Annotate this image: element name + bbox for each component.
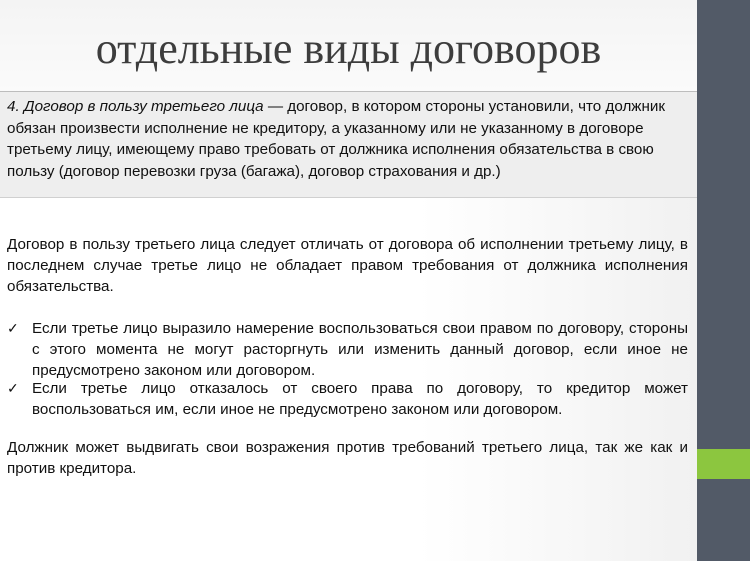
paragraph-objections: Должник может выдвигать свои возражения против требований третьего лица, так же как и против кредитора. [7, 439, 688, 477]
sidebar-accent-bar [697, 449, 750, 479]
slide-title: отдельные виды договоров [95, 24, 602, 73]
bullet-text: Если третье лицо выразило намерение воспользоваться свои правом по договору, стороны с этого момента не могут расторгнуть или изменить данный договор, если иное не предусмотрено законом или договором. [32, 320, 688, 379]
definition-text [7, 96, 687, 182]
definition-body: — договор, в котором стороны установили, что должник обязан произвести исполнение не кредитору, а указанному или не указанному в договоре третьему лицу, имеющему право требовать от должника исполнения обязательства в свою пользу (договор перевозки груза (багажа), договор страхования и др.) [7, 98, 665, 180]
definition-heading: 4. Договор в пользу третьего лица [7, 98, 264, 115]
paragraph-distinction: Договор в пользу третьего лица следует отличать от договора об исполнении третьему лицу, в последнем случае третье лицо не обладает правом требования от должника исполнения обязательства. [7, 236, 688, 295]
check-icon: ✓ [7, 380, 19, 396]
check-icon: ✓ [7, 320, 19, 336]
bullet-text: Если третье лицо отказалось от своего права по договору, то кредитор может воспользоваться им, если иное не предусмотрено законом или договором. [32, 380, 688, 418]
